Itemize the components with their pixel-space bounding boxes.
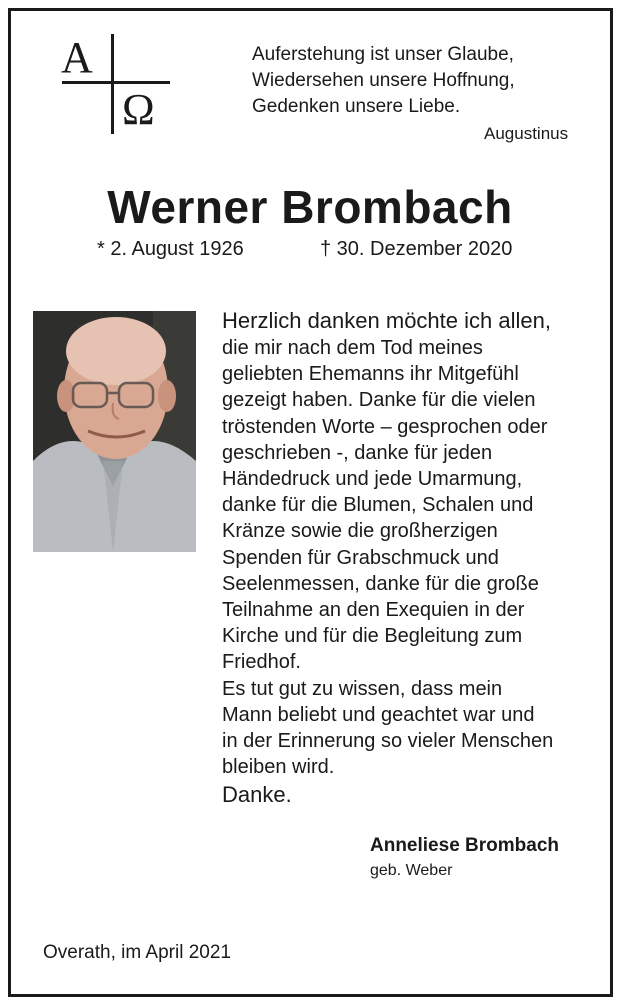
message-line: Friedhof. bbox=[222, 651, 301, 674]
quote-author: Augustinus bbox=[484, 124, 569, 143]
signature-maiden-name: geb. Weber bbox=[370, 862, 453, 879]
cross-vertical bbox=[111, 34, 114, 134]
message-line: Teilnahme an den Exequien in der bbox=[222, 599, 525, 622]
quote-line: Wiedersehen unsere Hoffnung, bbox=[252, 70, 515, 91]
alpha-omega-cross-icon bbox=[56, 34, 172, 142]
message-line: in der Erinnerung so vieler Menschen bbox=[222, 730, 554, 753]
death-date: † 30. Dezember 2020 bbox=[320, 238, 513, 260]
alpha-letter: A bbox=[61, 33, 93, 82]
closing-thanks: Danke. bbox=[222, 782, 292, 808]
message-line: Spenden für Grabschmuck und bbox=[222, 546, 499, 569]
message-line: Mann beliebt und geachtet war und bbox=[222, 703, 535, 726]
message-line: Kränze sowie die großherzigen bbox=[222, 520, 498, 543]
message-line: Herzlich danken möchte ich allen, bbox=[222, 308, 551, 333]
message-line: Es tut gut zu wissen, dass mein bbox=[222, 677, 503, 700]
message-line: danke für die Blumen, Schalen und bbox=[222, 494, 534, 517]
signature-name: Anneliese Brombach bbox=[370, 835, 559, 856]
omega-letter: Ω bbox=[122, 85, 155, 134]
birth-date: * 2. August 1926 bbox=[97, 238, 244, 260]
message-line: Händedruck und jede Umarmung, bbox=[222, 468, 523, 491]
quote bbox=[252, 42, 592, 120]
portrait-photo bbox=[33, 311, 196, 552]
quote-line: Gedenken unsere Liebe. bbox=[252, 96, 461, 117]
message-line: bleiben wird. bbox=[222, 756, 335, 779]
place-date: Overath, im April 2021 bbox=[43, 942, 231, 963]
deceased-name: Werner Brombach bbox=[107, 181, 513, 233]
thank-you-message bbox=[222, 307, 553, 810]
quote-line: Auferstehung ist unser Glaube, bbox=[252, 44, 514, 65]
message-line: die mir nach dem Tod meines bbox=[222, 337, 483, 359]
message-line: Seelenmessen, danke für die große bbox=[222, 572, 539, 595]
message-line: gezeigt haben. Danke für die vielen bbox=[222, 389, 536, 412]
message-line: Kirche und für die Begleitung zum bbox=[222, 625, 523, 648]
message-line: tröstenden Worte – gesprochen oder bbox=[222, 415, 548, 438]
message-line: geschrieben -, danke für jeden bbox=[222, 441, 493, 464]
message-line: geliebten Ehemanns ihr Mitgefühl bbox=[222, 363, 519, 386]
